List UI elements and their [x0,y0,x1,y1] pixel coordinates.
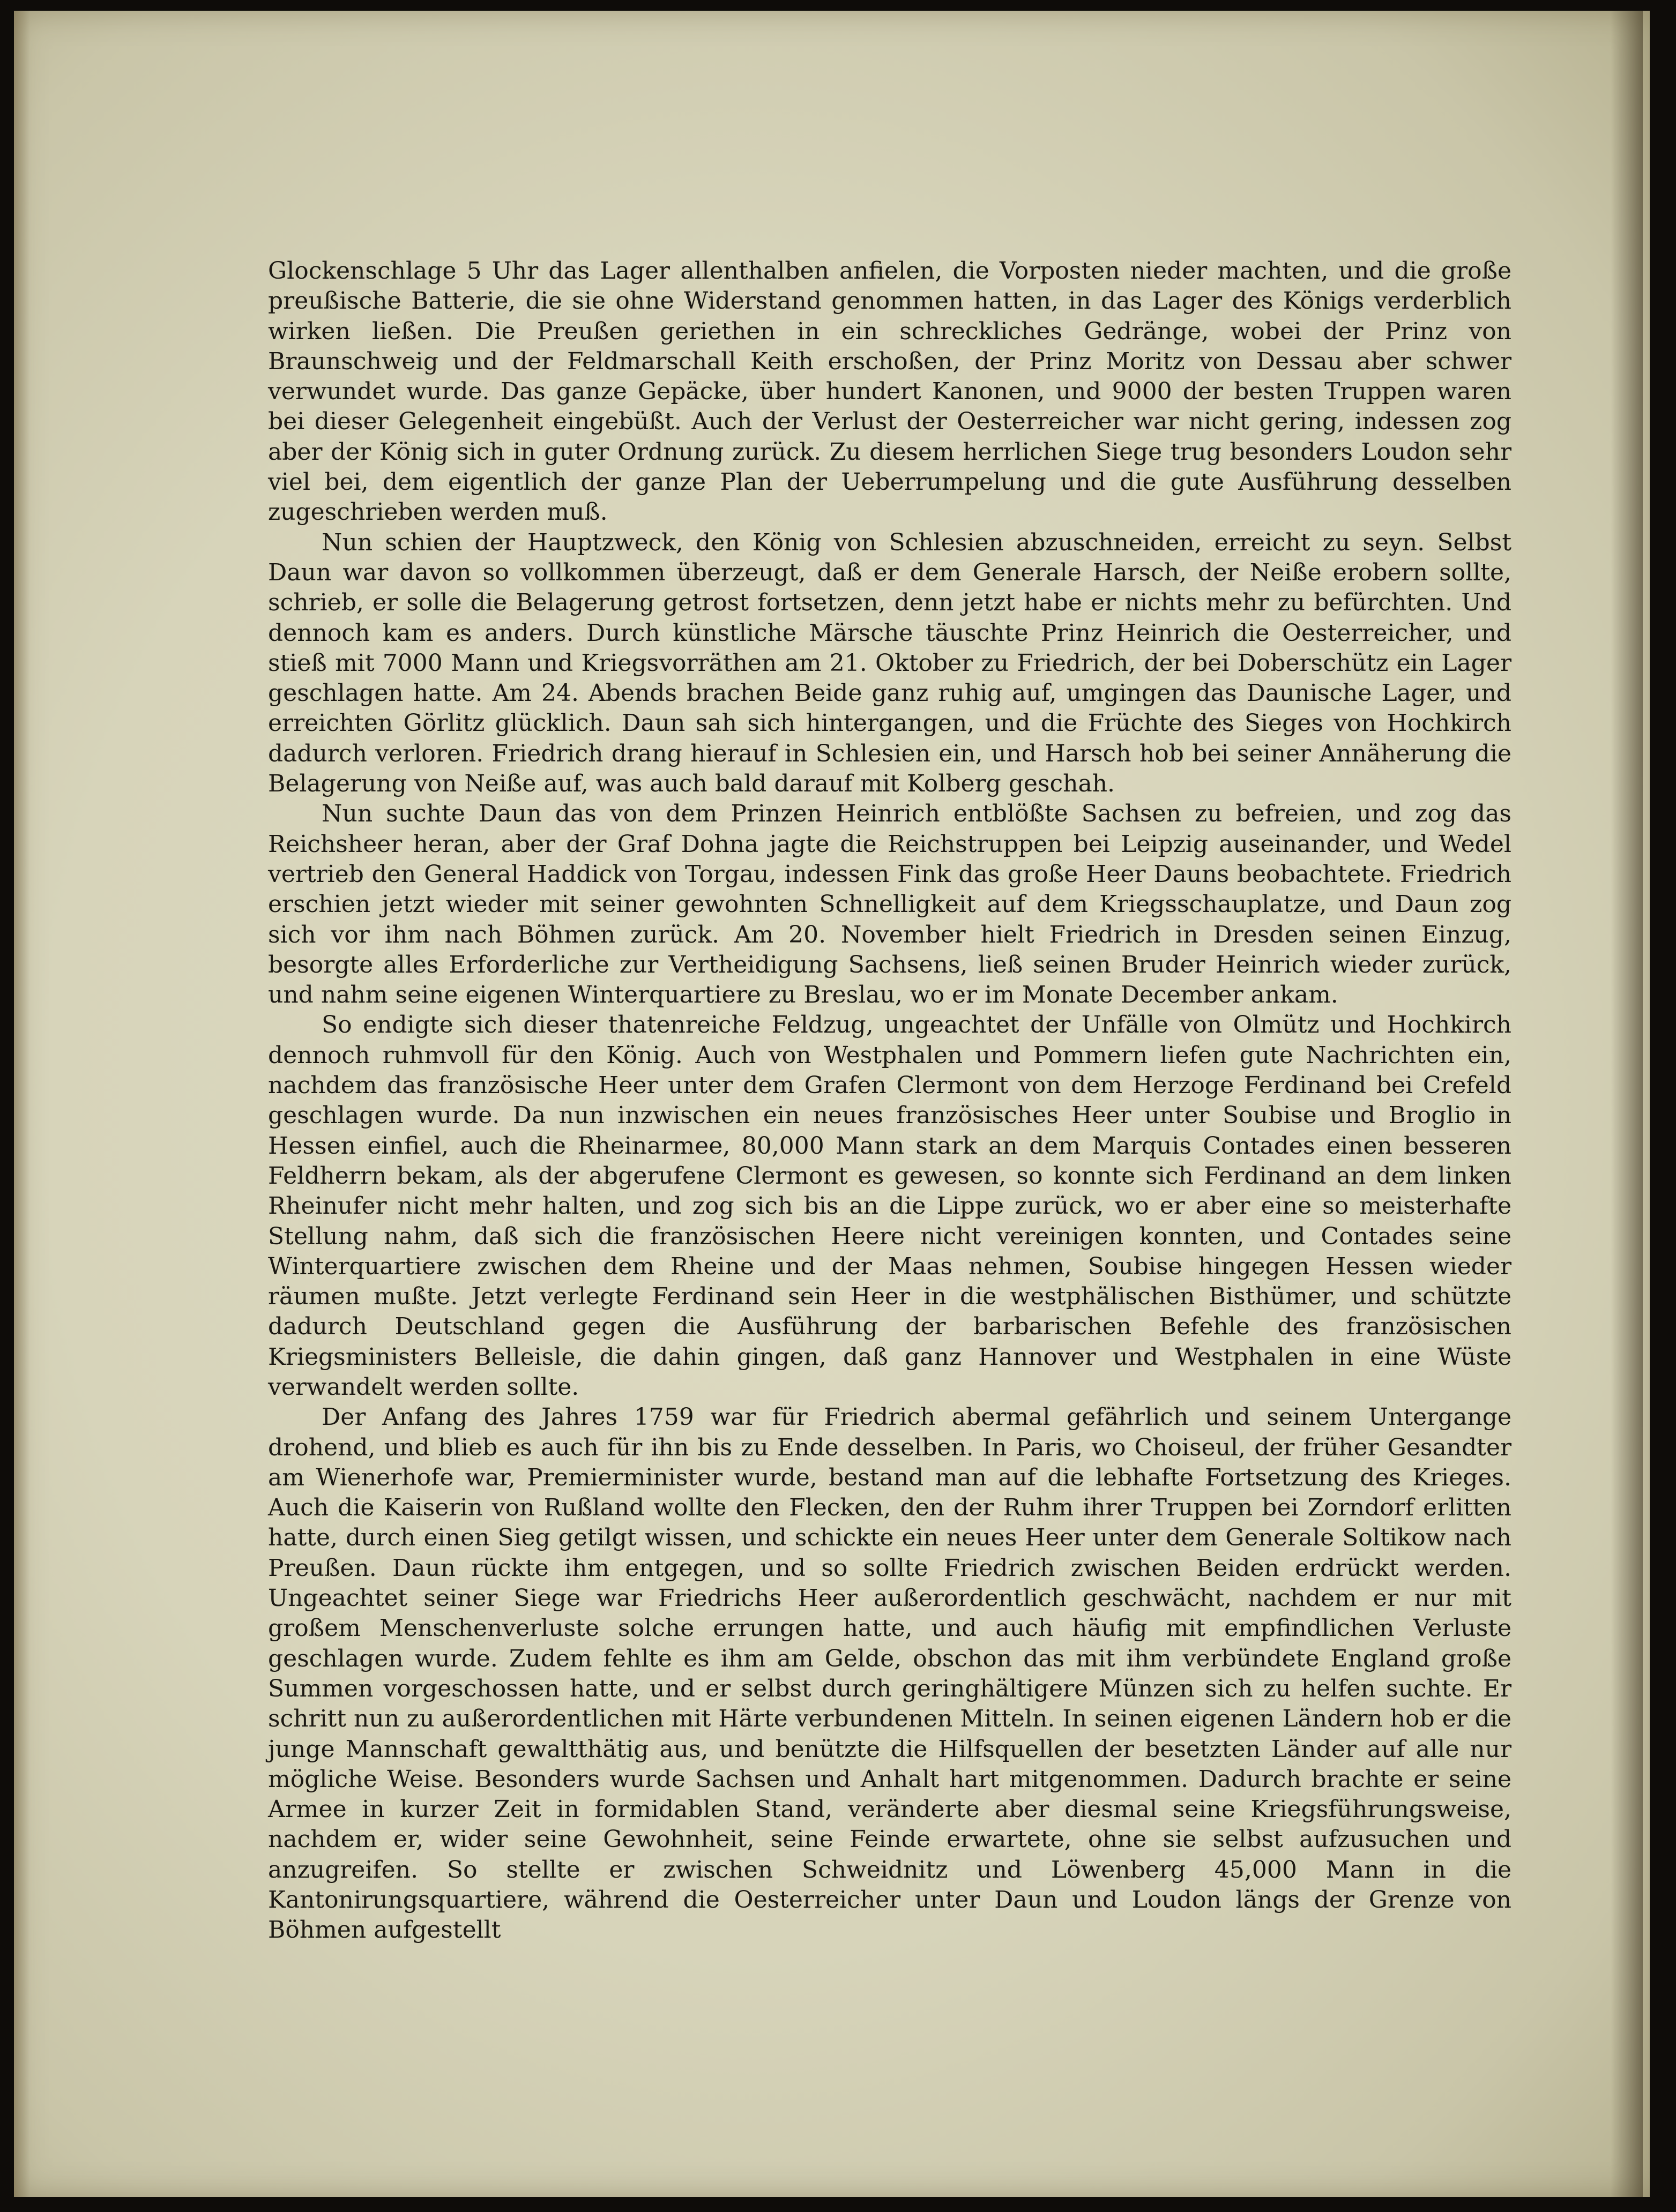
body-text [268,256,1511,1944]
paper-edge-shading [14,11,30,2197]
paragraph-2: Nun schien der Hauptzweck, den König von Schlesien abzuschneiden, erreicht zu seyn. Selbst Daun war davon so vollkommen überzeugt, daß er dem Generale Harsch, der Neiße erobern sollte, schrieb, er solle die Belagerung getrost fortsetzen, denn jetzt habe er nichts mehr zu befürchten. Und dennoch kam es anders. Durch künstliche Märsche täuschte Prinz Heinrich die Oesterreicher, und stieß mit 7000 Mann und Kriegsvorräthen am 21. Oktober zu Friedrich, der bei Doberschütz ein Lager geschlagen hatte. Am 24. Abends brachen Beide ganz ruhig auf, umgingen das Daunische Lager, und erreichten Görlitz glücklich. Daun sah sich hintergangen, und die Früchte des Sieges von Hochkirch dadurch verloren. Friedrich drang hierauf in Schlesien ein, und Harsch hob bei seiner Annäherung die Belagerung von Neiße auf, was auch bald darauf mit Kolberg geschah. [268,528,1511,798]
paragraph-3: Nun suchte Daun das von dem Prinzen Heinrich entblößte Sachsen zu befreien, und zog das Reichsheer heran, aber der Graf Dohna jagte die Reichstruppen bei Leipzig auseinander, und Wedel vertrieb den General Haddick von Torgau, indessen Fink das große Heer Dauns beobachtete. Friedrich erschien jetzt wieder mit seiner gewohnten Schnelligkeit auf dem Kriegsschauplatze, und Daun zog sich vor ihm nach Böhmen zurück. Am 20. November hielt Friedrich in Dresden seinen Einzug, besorgte alles Erforderliche zur Vertheidigung Sachsens, ließ seinen Bruder Heinrich wieder zurück, und nahm seine eigenen Winterquartiere zu Breslau, wo er im Monate December ankam. [268,800,1511,1009]
paragraph-4: So endigte sich dieser thatenreiche Feldzug, ungeachtet der Unfälle von Olmütz und Hochkirch dennoch ruhmvoll für den König. Auch von Westphalen und Pommern liefen gute Nachrichten ein, nachdem das französische Heer unter dem Grafen Clermont von dem Herzoge Ferdinand bei Crefeld geschlagen wurde. Da nun inzwischen ein neues französisches Heer unter Soubise und Broglio in Hessen einfiel, auch die Rheinarmee, 80,000 Mann stark an dem Marquis Contades einen besseren Feldherrn bekam, als der abgerufene Clermont es gewesen, so konnte sich Ferdinand an dem linken Rheinufer nicht mehr halten, und zog sich bis an die Lippe zurück, wo er aber eine so meisterhafte Stellung nahm, daß sich die französischen Heere nicht vereinigen konnten, und Contades seine Winterquartiere zwischen dem Rheine und der Maas nehmen, Soubise hingegen Hessen wieder räumen mußte. Jetzt verlegte Ferdinand sein Heer in die westphälischen Bisthümer, und schützte dadurch Deutschland gegen die Ausführung der barbarischen Befehle des französischen Kriegsministers Belleisle, die dahin gingen, daß ganz Hannover und Westphalen in eine Wüste verwandelt werden sollte. [268,1011,1511,1401]
paragraph-1: Glockenschlage 5 Uhr das Lager allenthalben anfielen, die Vorposten nieder machten, und die große preußische Batterie, die sie ohne Widerstand genommen hatten, in das Lager des Königs verderblich wirken ließen. Die Preußen geriethen in ein schreckliches Gedränge, wobei der Prinz von Braunschweig und der Feldmarschall Keith erschoßen, der Prinz Moritz von Dessau aber schwer verwundet wurde. Das ganze Gepäcke, über hundert Kanonen, und 9000 der besten Truppen waren bei dieser Gelegenheit eingebüßt. Auch der Verlust der Oesterreicher war nicht gering, indessen zog aber der König sich in guter Ordnung zurück. Zu diesem herrlichen Siege trug besonders Loudon sehr viel bei, dem eigentlich der ganze Plan der Ueberrumpelung und die gute Ausführung desselben zugeschrieben werden muß. [268,257,1511,526]
paragraph-5: Der Anfang des Jahres 1759 war für Friedrich abermal gefährlich und seinem Untergange drohend, und blieb es auch für ihn bis zu Ende desselben. In Paris, wo Choiseul, der früher Gesandter am Wienerhofe war, Premierminister wurde, bestand man auf die lebhafte Fortsetzung des Krieges. Auch die Kaiserin von Rußland wollte den Flecken, den der Ruhm ihrer Truppen bei Zorndorf erlitten hatte, durch einen Sieg getilgt wissen, und schickte ein neues Heer unter dem Generale Soltikow nach Preußen. Daun rückte ihm entgegen, und so sollte Friedrich zwischen Beiden erdrückt werden. Ungeachtet seiner Siege war Friedrichs Heer außerordentlich geschwächt, nachdem er nur mit großem Menschenverluste solche errungen hatte, und auch häufig mit empfindlichen Verluste geschlagen wurde. Zudem fehlte es ihm am Gelde, obschon das mit ihm verbündete England große Summen vorgeschossen hatte, und er selbst durch geringhältigere Münzen sich zu helfen suchte. Er schritt nun zu außerordentlichen mit Härte verbundenen Mitteln. In seinen eigenen Ländern hob er die junge Mannschaft gewaltthätig aus, und benützte die Hilfsquellen der besetzten Länder auf alle nur mögliche Weise. Besonders wurde Sachsen und Anhalt hart mitgenommen. Dadurch brachte er seine Armee in kurzer Zeit in formidablen Stand, veränderte aber diesmal seine Kriegsführungsweise, nachdem er, wider seine Gewohnheit, seine Feinde erwartete, ohne sie selbst aufzusuchen und anzugreifen. So stellte er zwischen Schweidnitz und Löwenberg 45,000 Mann in die Kantonirungsquartiere, während die Oesterreicher unter Daun und Loudon längs der Grenze von Böhmen aufgestellt [268,1403,1511,1944]
binding-fold-shadow [1611,11,1643,2197]
